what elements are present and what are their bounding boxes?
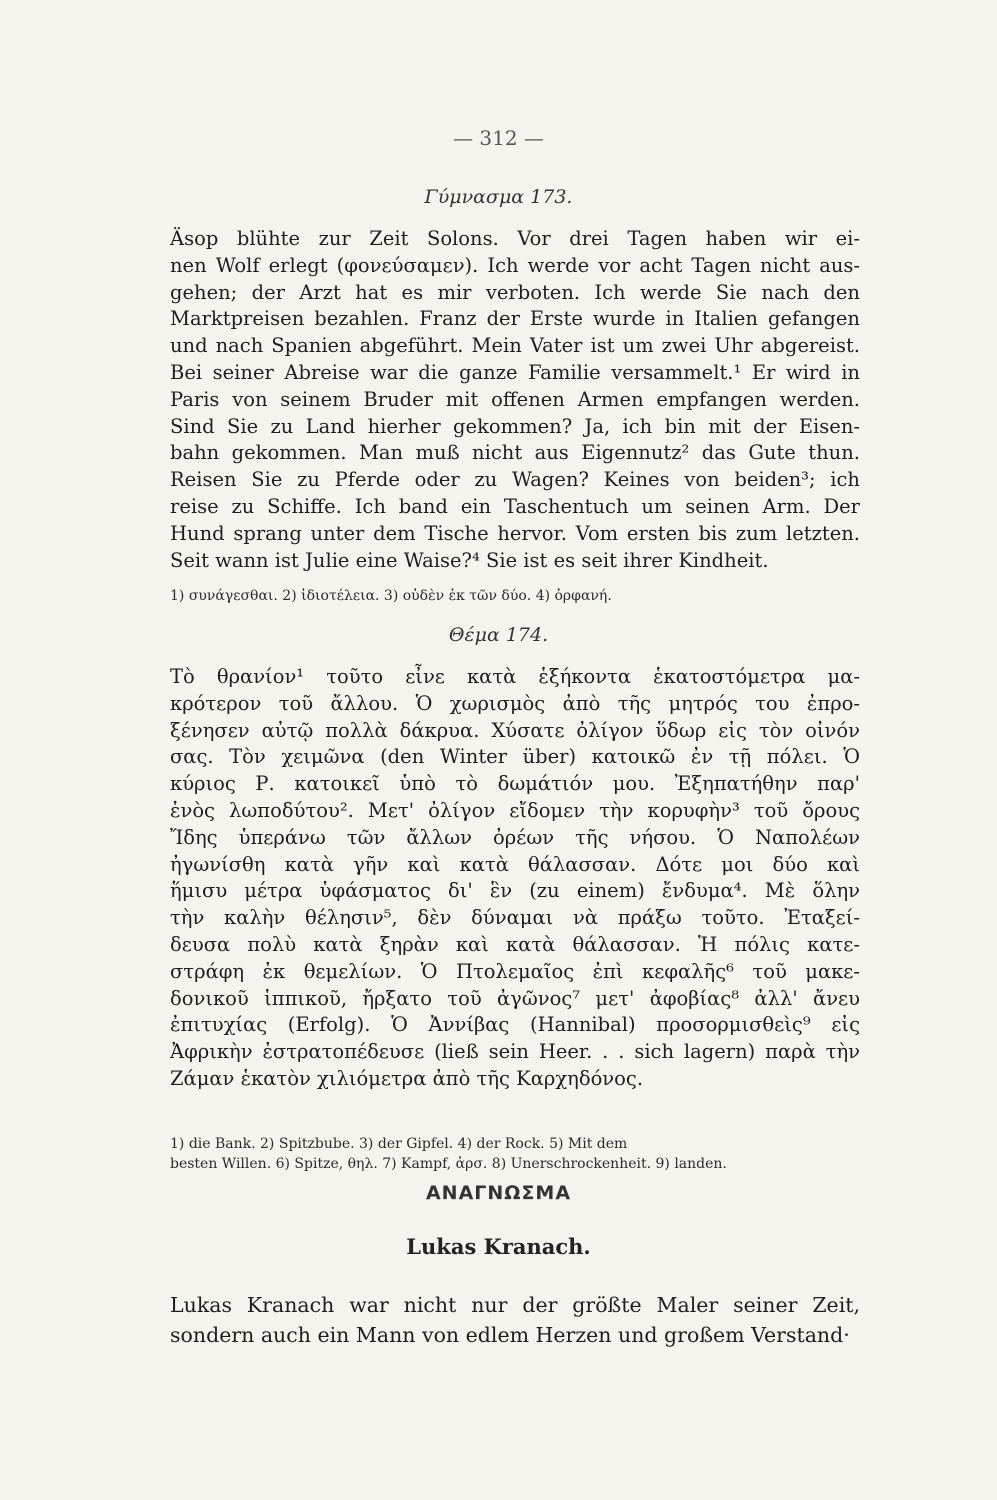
text-line: Reisen Sie zu Pferde oder zu Wagen? Keines von beiden³; ich — [170, 468, 860, 492]
text-line: ξένησεν αὐτῷ πολλὰ δάκρυα. Χύσατε ὀλίγον ὕδωρ εἰς τὸν οἰνόν — [170, 718, 860, 742]
text-line: δονικοῦ ἱππικοῦ, ἤρξατο τοῦ ἀγῶνος⁷ μετ' ἀφοβίας⁸ ἀλλ' ἄνευ — [170, 986, 860, 1010]
text-line: ἥμισυ μέτρα ὑφάσματος δι' ἓν (zu einem) ἔνδυμα⁴. Μὲ ὅλην — [170, 879, 860, 903]
text-line: ἑνὸς λωποδύτου². Μετ' ὀλίγον εἴδομεν τὴν κορυφὴν³ τοῦ ὄρους — [170, 798, 860, 822]
text-line: gehen; der Arzt hat es mir verboten. Ich werde Sie nach den — [170, 280, 860, 304]
text-line: στράφη ἐκ θεμελίων. Ὁ Πτολεμαῖος ἐπὶ κεφαλῆς⁶ τοῦ μακε- — [170, 959, 860, 983]
text-line: und nach Spanien abgeführt. Mein Vater ist um zwei Uhr abgereist. — [170, 334, 860, 358]
section-title: ΑΝΑΓΝΩΣΜΑ — [425, 1182, 572, 1204]
text-line: Hund sprang unter dem Tische hervor. Vom ersten bis zum letzten. — [170, 521, 860, 545]
text-line: Sind Sie zu Land hierher gekommen? Ja, ich bin mit der Eisen- — [170, 414, 860, 438]
text-line: κρότερον τοῦ ἄλλου. Ὁ χωρισμὸς ἀπὸ τῆς μητρός του ἐπρο- — [170, 691, 860, 715]
text-line: reise zu Schiffe. Ich band ein Taschentuch um seinen Arm. Der — [170, 494, 860, 518]
text-line: κύριος Ρ. κατοικεῖ ὑπὸ τὸ δωμάτιόν μου. Ἐξηπατήθην παρ' — [170, 772, 860, 796]
theme-174-text — [170, 664, 860, 1093]
text-line: δευσα πολὺ κατὰ ξηρὰν καὶ κατὰ θάλασσαν. Ἡ πόλις κατε- — [170, 932, 860, 956]
exercise-173-text — [170, 226, 860, 574]
text-line: ἐπιτυχίας (Erfolg). Ὁ Ἀννίβας (Hannibal) προσορμισθεὶς⁹ εἰς — [170, 1013, 860, 1037]
exercise-173-heading: Γύμνασμα 173. — [424, 186, 573, 208]
text-line: Ἀφρικὴν ἐστρατοπέδευσε (ließ sein Heer. . . sich lagern) παρὰ τὴν — [170, 1040, 860, 1064]
text-line: ἠγωνίσθη κατὰ γῆν καὶ κατὰ θάλασσαν. Δότε μοι δύο καὶ — [170, 852, 860, 876]
footnote-line: besten Willen. 6) Spitze, θηλ. 7) Kampf, ἀρσ. 8) Unerschrockenheit. 9) landen. — [170, 1156, 727, 1172]
text-line: Ἴδης ὑπεράνω τῶν ἄλλων ὀρέων τῆς νήσου. Ὁ Ναπολέων — [170, 825, 860, 849]
text-line: Ζάμαν ἑκατὸν χιλιόμετρα ἀπὸ τῆς Καρχηδόνος. — [170, 1066, 644, 1090]
text-line: τὴν καλὴν θέλησιν⁵, δὲν δύναμαι νὰ πράξω τοῦτο. Ἐταξεί- — [170, 906, 860, 930]
text-line: Seit wann ist Julie eine Waise?⁴ Sie ist es seit ihrer Kindheit. — [170, 548, 769, 572]
text-line: Paris von seinem Bruder mit offenen Armen empfangen werden. — [170, 387, 860, 411]
text-line: Τὸ θρανίον¹ τοῦτο εἶνε κατὰ ἑξήκοντα ἑκατοστόμετρα μα- — [170, 665, 860, 688]
reading-text — [170, 1290, 860, 1350]
text-line: Äsop blühte zur Zeit Solons. Vor drei Tagen haben wir ei- — [170, 227, 860, 250]
page-number: — 312 — — [453, 126, 544, 150]
text-line: Bei seiner Abreise war die ganze Familie versammelt.¹ Er wird in — [170, 360, 860, 384]
exercise-173-footnotes — [170, 586, 860, 606]
text-line: Marktpreisen bezahlen. Franz der Erste wurde in Italien gefangen — [170, 307, 860, 331]
text-line: sondern auch ein Mann von edlem Herzen und großem Verstand· — [170, 1323, 850, 1347]
text-line: Lukas Kranach war nicht nur der größte Maler seiner Zeit, — [170, 1293, 860, 1317]
story-title: Lukas Kranach. — [406, 1234, 591, 1259]
text-line: σας. Τὸν χειμῶνα (den Winter über) κατοικῶ ἐν τῇ πόλει. Ὁ — [170, 745, 860, 769]
theme-174-footnotes — [170, 1134, 860, 1174]
footnote-line: 1) die Bank. 2) Spitzbube. 3) der Gipfel. 4) der Rock. 5) Mit dem — [170, 1136, 628, 1152]
theme-174-heading: Θέμα 174. — [448, 624, 549, 646]
footnote-line: 1) συνάγεσθαι. 2) ἰδιοτέλεια. 3) οὐδὲν ἐκ τῶν δύο. 4) ὀρφανή. — [170, 588, 612, 604]
text-line: bahn gekommen. Man muß nicht aus Eigennutz² das Gute thun. — [170, 441, 860, 465]
text-line: nen Wolf erlegt (φονεύσαμεν). Ich werde vor acht Tagen nicht aus- — [170, 253, 860, 277]
